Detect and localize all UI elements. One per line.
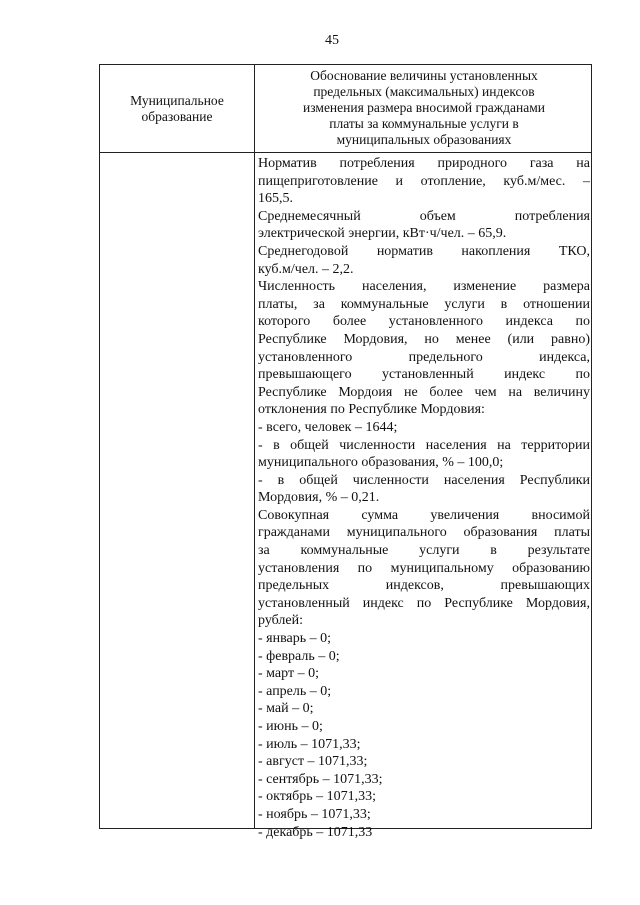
text-line: - февраль – 0; bbox=[258, 648, 340, 664]
text-line: Республике Мордоия не более чем на величину bbox=[258, 384, 590, 400]
municipality-cell bbox=[100, 153, 254, 828]
text-line: - в общей численности населения Республики bbox=[258, 472, 590, 488]
text-line: установленный индекс по Республике Мордовия, bbox=[258, 595, 590, 611]
column-divider bbox=[254, 65, 255, 828]
header-justification-line: изменения размера вносимой гражданами bbox=[303, 100, 545, 115]
text-line: - июль – 1071,33; bbox=[258, 736, 361, 752]
text-line: Среднемесячный объем потребления bbox=[258, 208, 590, 224]
text-line: - октябрь – 1071,33; bbox=[258, 789, 377, 805]
text-line: - апрель – 0; bbox=[258, 683, 332, 699]
header-justification bbox=[255, 68, 593, 148]
text-line: Республике Мордовия, но менее (или равно) bbox=[258, 331, 590, 347]
text-line: - май – 0; bbox=[258, 701, 314, 717]
justification-cell bbox=[258, 155, 590, 841]
text-line: превышающего установленный индекс по bbox=[258, 367, 590, 383]
text-line: Мордовия, % – 0,21. bbox=[258, 490, 380, 506]
text-line: предельных индексов, превышающих bbox=[258, 578, 590, 594]
text-line: - март – 0; bbox=[258, 666, 319, 682]
text-line: Среднегодовой норматив накопления ТКО, bbox=[258, 243, 590, 259]
text-line: - июнь – 0; bbox=[258, 719, 323, 734]
text-line: за коммунальные услуги в результате bbox=[258, 543, 590, 559]
text-line: 165,5. bbox=[258, 191, 293, 207]
text-line: рублей: bbox=[258, 613, 303, 629]
justification-table bbox=[99, 64, 592, 840]
header-justification-line: Обоснование величины установленных bbox=[310, 68, 538, 83]
text-line: электрической энергии, кВт·ч/чел. – 65,9. bbox=[258, 226, 507, 242]
text-line: установления по муниципальному образованию bbox=[258, 560, 590, 576]
header-justification-line: муниципальных образованиях bbox=[336, 132, 512, 147]
header-municipality-line: Муниципальное bbox=[130, 92, 224, 108]
header-justification-line: платы за коммунальные услуги в bbox=[329, 116, 519, 131]
text-line: Норматив потребления природного газа на bbox=[258, 156, 590, 171]
text-line: - сентябрь – 1071,33; bbox=[258, 771, 383, 787]
text-line: которого более установленного индекса по bbox=[258, 314, 590, 330]
header-justification-line: предельных (максимальных) индексов bbox=[313, 84, 535, 99]
text-line: Численность населения, изменение размера bbox=[258, 279, 590, 295]
text-line: - декабрь – 1071,33 bbox=[258, 824, 373, 840]
text-line: - ноябрь – 1071,33; bbox=[258, 806, 371, 822]
text-line: - всего, человек – 1644; bbox=[258, 419, 398, 435]
text-line: отклонения по Республике Мордовия: bbox=[258, 402, 485, 418]
text-line: муниципального образования, % – 100,0; bbox=[258, 455, 504, 471]
header-municipality bbox=[100, 65, 254, 152]
header-municipality-line: образование bbox=[141, 108, 213, 124]
text-line: установленного предельного индекса, bbox=[258, 349, 590, 365]
text-line: пищеприготовление и отопление, куб.м/мес. – bbox=[258, 173, 590, 189]
text-line: - январь – 0; bbox=[258, 631, 332, 647]
text-line: Совокупная сумма увеличения вносимой bbox=[258, 507, 590, 523]
page-number: 45 bbox=[325, 33, 339, 48]
text-line: платы, за коммунальные услуги в отношении bbox=[258, 296, 590, 312]
text-line: - в общей численности населения на территории bbox=[258, 437, 590, 453]
text-line: гражданами муниципального образования платы bbox=[258, 525, 590, 541]
text-line: куб.м/чел. – 2,2. bbox=[258, 261, 354, 277]
text-line: - август – 1071,33; bbox=[258, 754, 368, 770]
